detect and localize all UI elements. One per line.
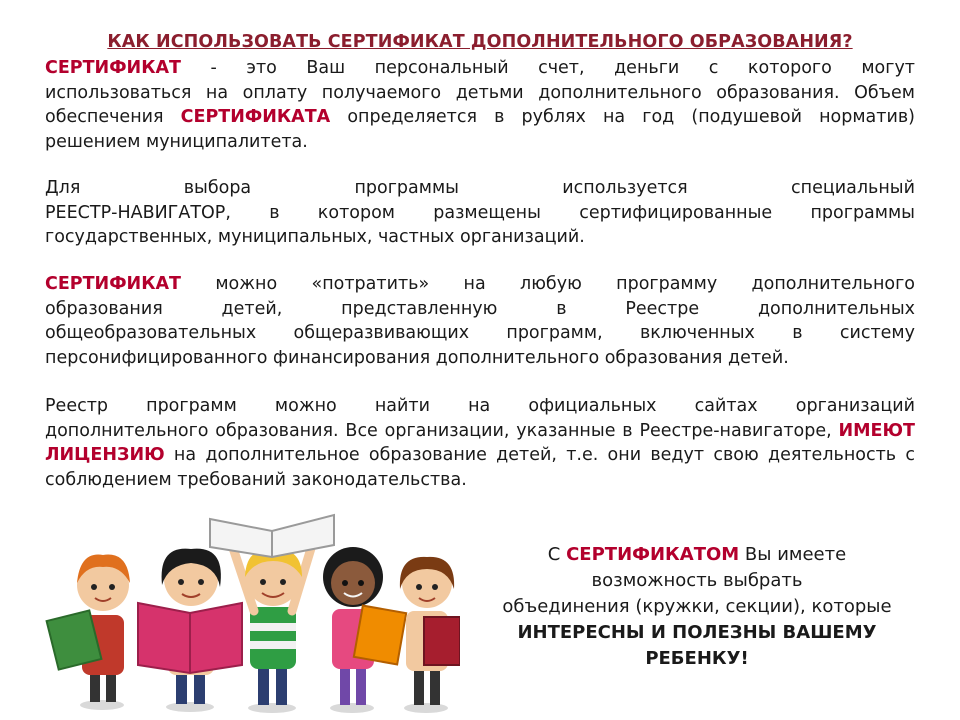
text-line-bold: ИНТЕРЕСНЫ И ПОЛЕЗНЫ ВАШЕМУ xyxy=(517,622,877,643)
kid-2 xyxy=(138,549,242,712)
text-line: Реестр программ можно найти на официальных сайтах организаций xyxy=(45,396,915,416)
kid-1 xyxy=(47,555,130,710)
text-line: решением муниципалитета. xyxy=(45,131,308,152)
text-line: образования детей, представленную в Реестре дополнительных xyxy=(45,298,915,319)
highlight-certificate: СЕРТИФИКАТ xyxy=(45,58,181,78)
text-line: общеобразовательных общеразвивающих программ, включенных в систему xyxy=(45,323,915,343)
highlight-certificate: СЕРТИФИКАТ xyxy=(45,274,181,294)
text-span: С xyxy=(547,544,567,565)
closing-message xyxy=(480,542,914,672)
text-span: дополнительного образования. Все организации, указанные в Реестре-навигаторе, xyxy=(45,420,839,441)
text-line: соблюдением требований законодательства. xyxy=(45,469,467,490)
highlight-certificate: СЕРТИФИКАТА xyxy=(180,107,331,127)
text-line: объединения (кружки, секции), которые xyxy=(502,596,892,617)
page-title: КАК ИСПОЛЬЗОВАТЬ СЕРТИФИКАТ ДОПОЛНИТЕЛЬНОГО ОБРАЗОВАНИЯ? xyxy=(107,32,853,52)
highlight-license: ЛИЦЕНЗИЮ xyxy=(45,445,165,465)
text-line: персонифицированного финансирования дополнительного образования детей. xyxy=(45,347,789,368)
kid-4 xyxy=(323,547,406,713)
text-span: определяется в рублях на год (подушевой норматив) xyxy=(330,107,915,127)
paragraph-registry-sites xyxy=(45,394,915,492)
paragraph-certificate-definition xyxy=(45,56,915,154)
text-line: возможность выбрать xyxy=(591,570,803,591)
text-line: использоваться на оплату получаемого детьми дополнительного образования. Объем xyxy=(45,82,915,103)
text-span: обеспечения xyxy=(45,107,181,127)
text-span: Вы имеете xyxy=(739,544,847,565)
text-line: РЕЕСТР-НАВИГАТОР, в котором размещены сертифицированные программы xyxy=(45,202,915,223)
paragraph-spend-certificate xyxy=(45,272,915,370)
text-line: государственных, муниципальных, частных организаций. xyxy=(45,227,585,247)
text-line: Для выбора программы используется специальный xyxy=(45,178,915,198)
text-span: на дополнительное образование детей, т.е. они ведут свою деятельность с xyxy=(164,445,915,465)
text-span: - это Ваш персональный счет, деньги с которого могут xyxy=(181,58,915,78)
text-span: можно «потратить» на любую программу дополнительного xyxy=(181,274,915,294)
paragraph-registry-navigator xyxy=(45,176,915,250)
children-reading-books-illustration xyxy=(40,505,460,715)
highlight-certificate: СЕРТИФИКАТОМ xyxy=(566,544,740,565)
kid-5 xyxy=(400,557,460,713)
highlight-have: ИМЕЮТ xyxy=(838,420,915,441)
text-line-bold: РЕБЕНКУ! xyxy=(645,648,749,669)
